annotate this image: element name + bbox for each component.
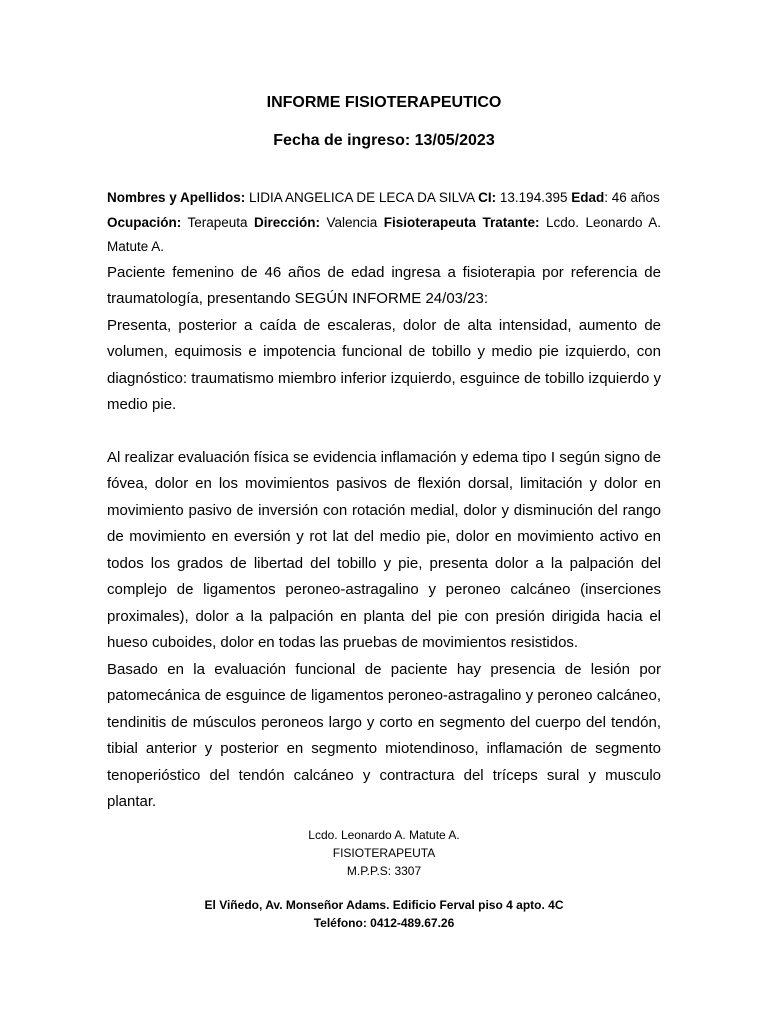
evaluation-paragraph: Al realizar evaluación física se evidencia inflamación y edema tipo I según signo de fóvea, dolor en los movimientos pasivos de flexión dorsal, limitación y dolor en movimiento pasivo de inversión con rotación medial, dolor y disminución del rango de movimiento en eversión y rot lat del medio pie, dolor en movimiento activo en todos los grados de libertad del tobillo y pie, presenta dolor a la palpación del complejo de ligamentos peroneo-astragalino y peroneo calcáneo (inserciones proximales), dolor a la palpación en planta del pie con presión dirigida hacia el hueso cuboides, dolor en todas las pruebas de movimientos resistidos. (107, 448, 661, 651)
therapist-value: Lcdo. Leonardo A. Matute A. (107, 214, 661, 254)
therapist-label: Fisioterapeuta Tratante: (383, 214, 540, 230)
signature-role: FISIOTERAPEUTA (332, 846, 436, 860)
patient-info (107, 186, 661, 260)
name-label: Nombres y Apellidos: (107, 190, 246, 205)
footer-address: El Viñedo, Av. Monseñor Adams. Edificio Ferval piso 4 apto. 4C (204, 898, 564, 912)
occupation-value: Terapeuta (181, 214, 254, 230)
signature-name: Lcdo. Leonardo A. Matute A. (308, 828, 460, 842)
signature-block (0, 826, 768, 880)
name-value: LIDIA ANGELICA DE LECA DA SILVA (245, 190, 479, 205)
presentation-paragraph: Presenta, posterior a caída de escaleras, dolor de alta intensidad, aumento de volumen, equimosis e impotencia funcional de tobillo y medio pie izquierdo, con diagnóstico: traumatismo miembro inferior izquierdo, esguince de tobillo izquierdo y medio pie. (107, 316, 661, 413)
report-content (107, 186, 661, 816)
ci-value: 13.194.395 (496, 190, 572, 205)
referral-paragraph: Paciente femenino de 46 años de edad ingresa a fisioterapia por referencia de traumatología, presentando SEGÚN INFORME 24/03/23: (107, 263, 661, 307)
address-value: Valencia (320, 214, 384, 230)
address-label: Dirección: (254, 214, 321, 230)
occupation-label: Ocupación: (107, 214, 182, 230)
footer-contact (0, 896, 768, 932)
admission-date: Fecha de ingreso: 13/05/2023 (273, 132, 495, 149)
signature-mpps: M.P.P.S: 3307 (346, 864, 422, 878)
age-value: : 46 años (604, 190, 660, 205)
age-label: Edad (571, 190, 605, 205)
conclusion-paragraph: Basado en la evaluación funcional de paciente hay presencia de lesión por patomecánica de esguince de ligamentos peroneo-astragalino y peroneo calcáneo, tendinitis de músculos peroneos largo y corto en segmento del cuerpo del tendón, tibial anterior y posterior en segmento miotendinoso, inflamación de segmento tenoperióstico del tendón calcáneo y contractura del tríceps sural y musculo plantar. (107, 660, 661, 810)
document-title: INFORME FISIOTERAPEUTICO (266, 94, 502, 111)
paragraph-gap (107, 419, 661, 445)
ci-label: CI: (478, 190, 497, 205)
footer-phone: Teléfono: 0412-489.67.26 (313, 916, 455, 930)
